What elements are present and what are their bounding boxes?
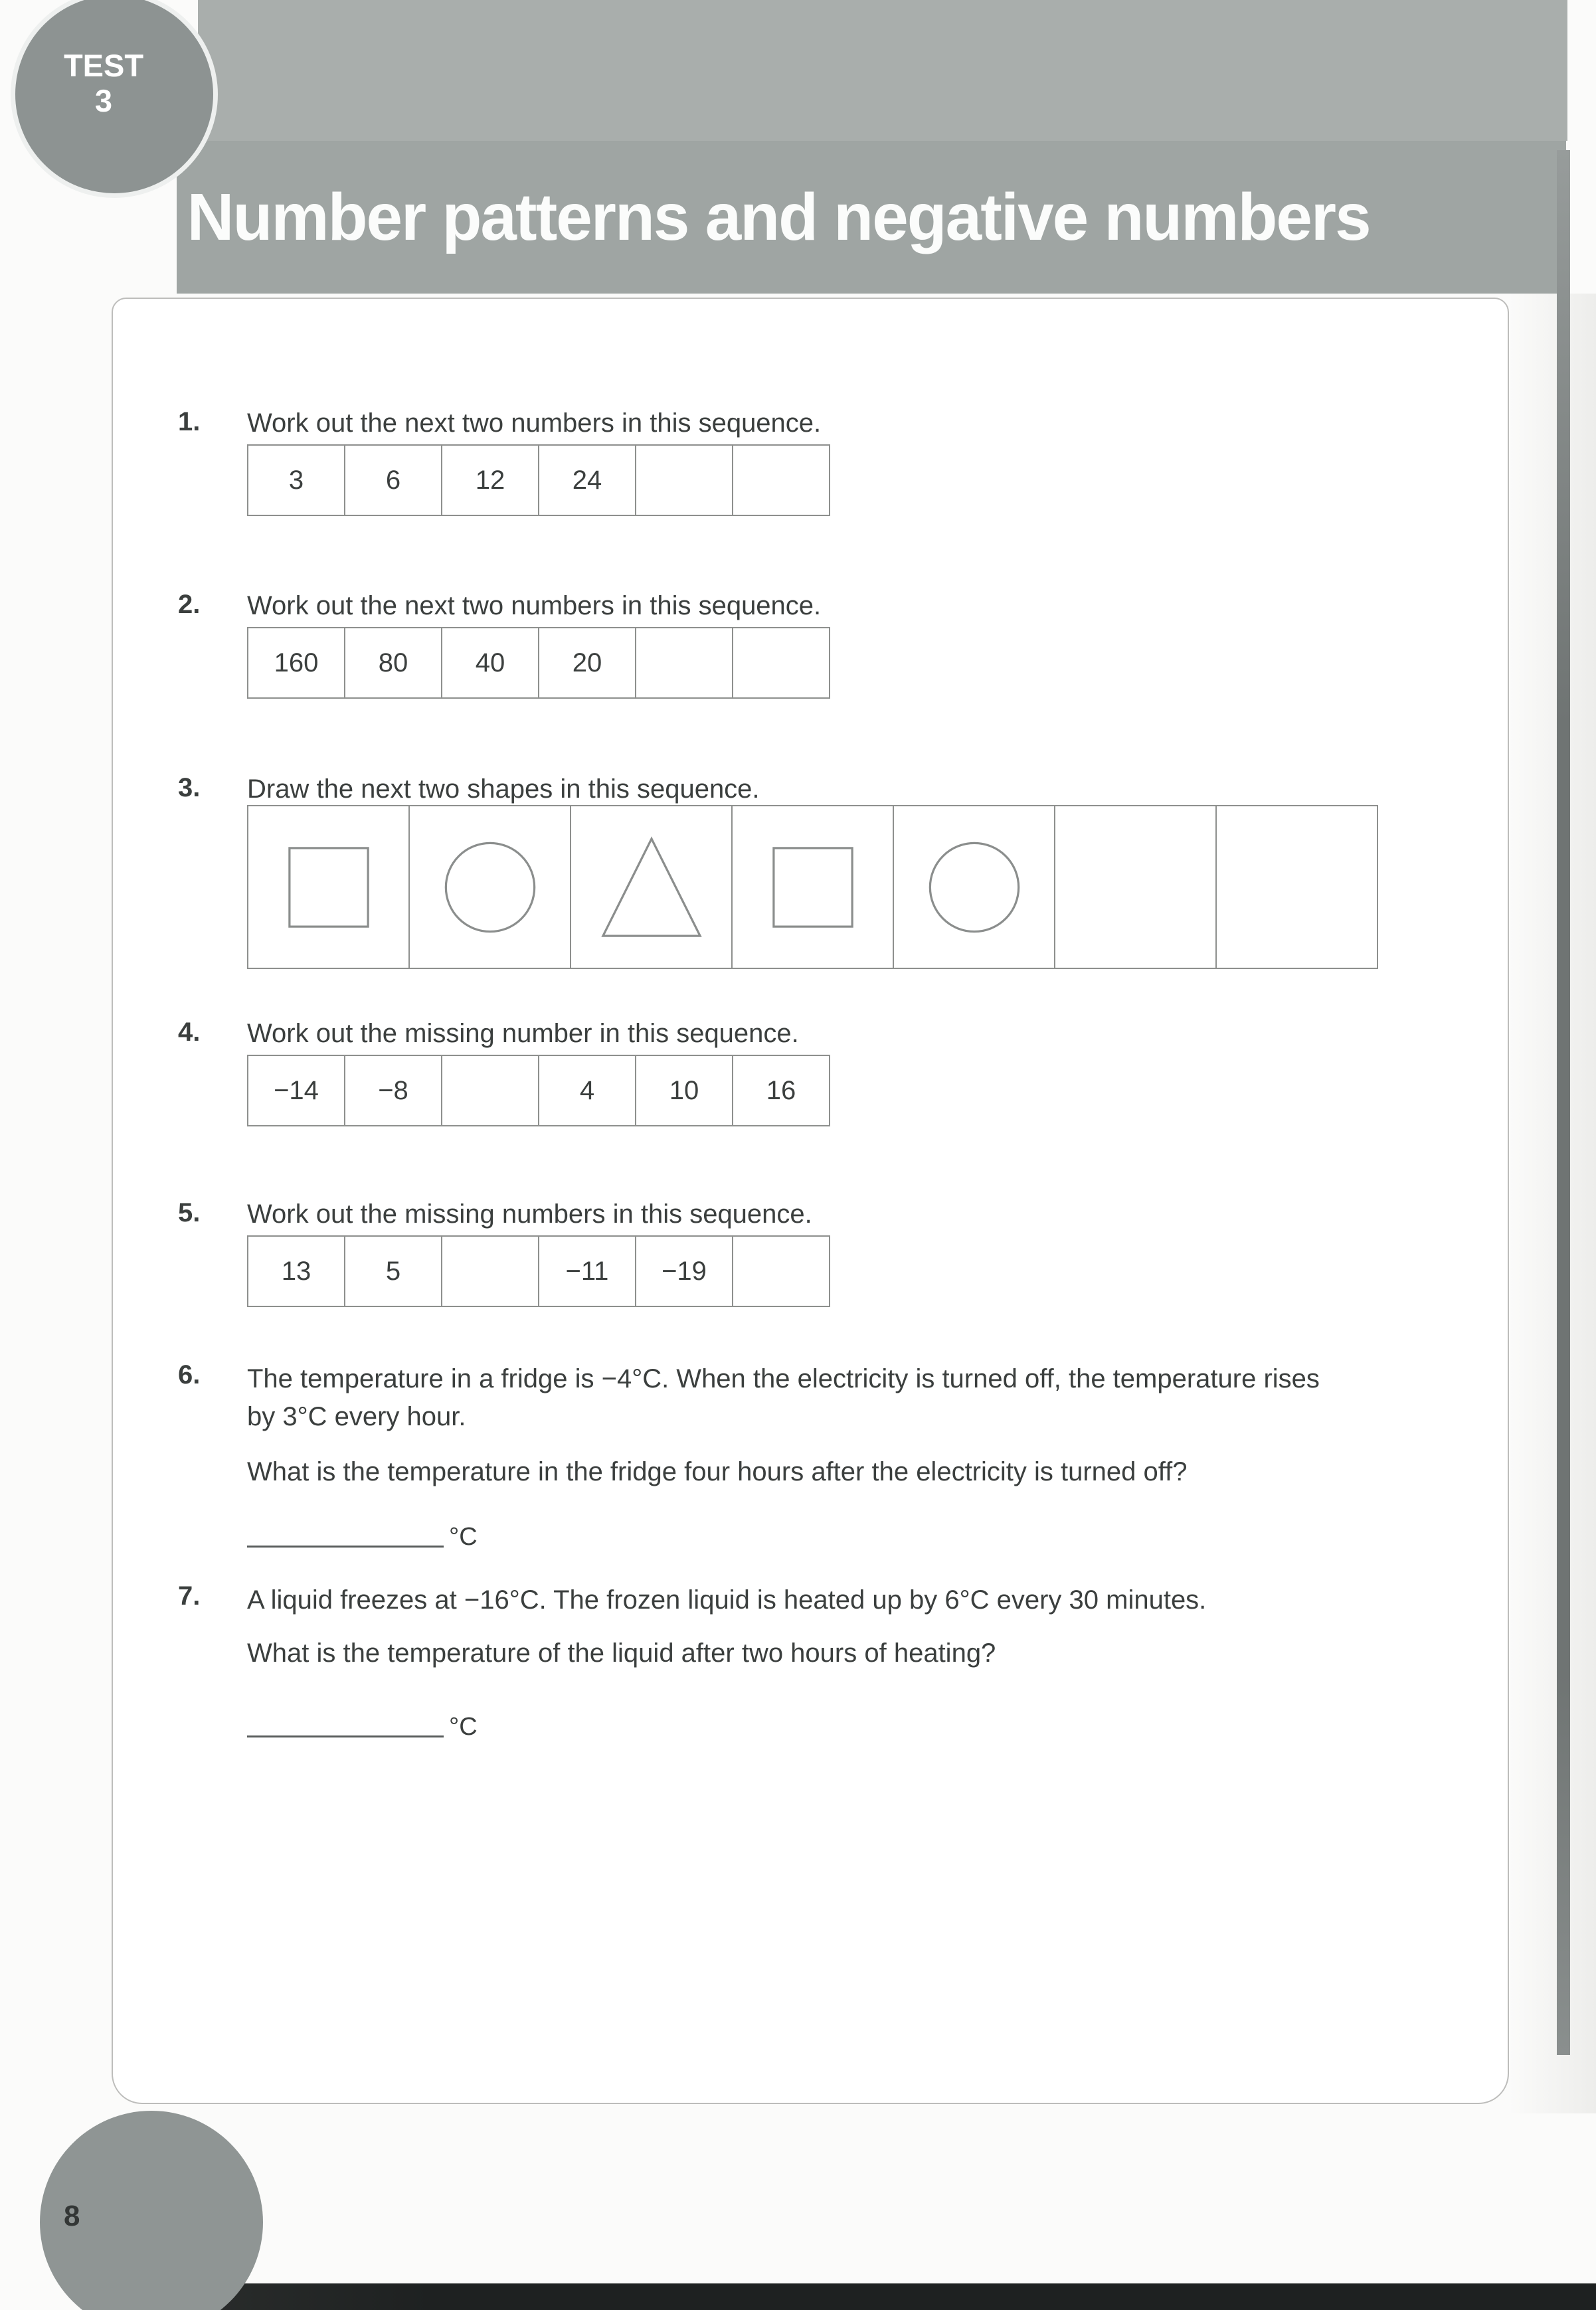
sequence-cell: 16 (732, 1055, 830, 1126)
shape-sequence-boxes (247, 805, 1500, 969)
sequence-cell: 13 (247, 1235, 345, 1307)
answer-blank[interactable] (247, 1522, 444, 1548)
page-edge-shadow (1557, 150, 1570, 2055)
square-icon (756, 830, 870, 944)
sequence-cell: 40 (441, 627, 539, 699)
question-prompt: What is the temperature in the fridge four hours after the electricity is turned off? (247, 1457, 1188, 1486)
answer-cell[interactable] (732, 1235, 830, 1307)
shape-cell (247, 805, 410, 969)
question-4 (178, 1018, 1500, 1126)
sequence-boxes (247, 1055, 1500, 1126)
circle-icon (433, 830, 547, 944)
sequence-cell: −14 (247, 1055, 345, 1126)
question-number: 6. (178, 1360, 201, 1389)
scan-bottom-bar (174, 2283, 1596, 2310)
square-icon (272, 830, 386, 944)
sequence-cell: −8 (344, 1055, 442, 1126)
sequence-boxes (247, 444, 1500, 516)
question-6 (178, 1360, 1500, 1551)
question-number: 5. (178, 1198, 201, 1227)
shape-cell (570, 805, 733, 969)
question-number: 2. (178, 590, 201, 619)
question-number: 1. (178, 407, 201, 436)
question-number: 7. (178, 1581, 201, 1611)
question-text-line: A liquid freezes at −16°C. The frozen liquid is heated up by 6°C every 30 minutes. (247, 1585, 1207, 1615)
triangle-icon (594, 830, 709, 944)
shape-cell (408, 805, 571, 969)
test-badge-label (64, 48, 143, 118)
answer-shape-cell[interactable] (1054, 805, 1217, 969)
question-prompt: Work out the next two numbers in this sequence. (247, 408, 822, 438)
question-5 (178, 1198, 1500, 1307)
question-prompt: Work out the missing numbers in this sequence. (247, 1199, 812, 1229)
question-prompt: Work out the next two numbers in this sequence. (247, 591, 822, 620)
shape-cell (731, 805, 894, 969)
shape-cell (893, 805, 1055, 969)
unit-label: °C (449, 1523, 478, 1551)
answer-area (247, 1711, 1500, 1741)
sequence-cell: 12 (441, 444, 539, 516)
test-badge-number: 3 (94, 83, 113, 118)
sequence-cell: 10 (635, 1055, 733, 1126)
page-number: 8 (64, 2200, 80, 2232)
sequence-cell: 6 (344, 444, 442, 516)
question-number: 3. (178, 773, 201, 802)
question-prompt: Work out the missing number in this sequence. (247, 1019, 799, 1048)
question-number: 4. (178, 1018, 201, 1047)
sequence-cell: −19 (635, 1235, 733, 1307)
question-7 (178, 1581, 1500, 1741)
test-badge (11, 0, 218, 198)
unit-label: °C (449, 1713, 478, 1741)
question-prompt: Draw the next two shapes in this sequence. (247, 774, 760, 804)
question-text-line: The temperature in a fridge is −4°C. When the electricity is turned off, the temperature rises (247, 1364, 1320, 1393)
answer-cell[interactable] (732, 444, 830, 516)
answer-cell[interactable] (441, 1055, 539, 1126)
sequence-cell: 80 (344, 627, 442, 699)
question-prompt: What is the temperature of the liquid after two hours of heating? (247, 1639, 996, 1668)
answer-shape-cell[interactable] (1215, 805, 1378, 969)
header-band-top (198, 0, 1567, 141)
answer-cell[interactable] (732, 627, 830, 699)
answer-area (247, 1521, 1500, 1551)
answer-cell[interactable] (441, 1235, 539, 1307)
test-badge-word: TEST (63, 48, 144, 84)
page-curl-shading (1509, 294, 1596, 2113)
answer-cell[interactable] (635, 444, 733, 516)
question-2 (178, 590, 1500, 699)
sequence-cell: 5 (344, 1235, 442, 1307)
circle-icon (917, 830, 1031, 944)
sequence-cell: 3 (247, 444, 345, 516)
sequence-boxes (247, 627, 1500, 699)
sequence-cell: 20 (538, 627, 636, 699)
question-3 (178, 773, 1500, 969)
question-text-line: by 3°C every hour. (247, 1402, 466, 1431)
answer-blank[interactable] (247, 1712, 444, 1737)
header-band (177, 141, 1566, 294)
sequence-cell: 160 (247, 627, 345, 699)
question-1 (178, 407, 1500, 516)
page-title: Number patterns and negative numbers (187, 179, 1370, 254)
sequence-cell: 24 (538, 444, 636, 516)
answer-cell[interactable] (635, 627, 733, 699)
sequence-boxes (247, 1235, 1500, 1307)
sequence-cell: 4 (538, 1055, 636, 1126)
sequence-cell: −11 (538, 1235, 636, 1307)
